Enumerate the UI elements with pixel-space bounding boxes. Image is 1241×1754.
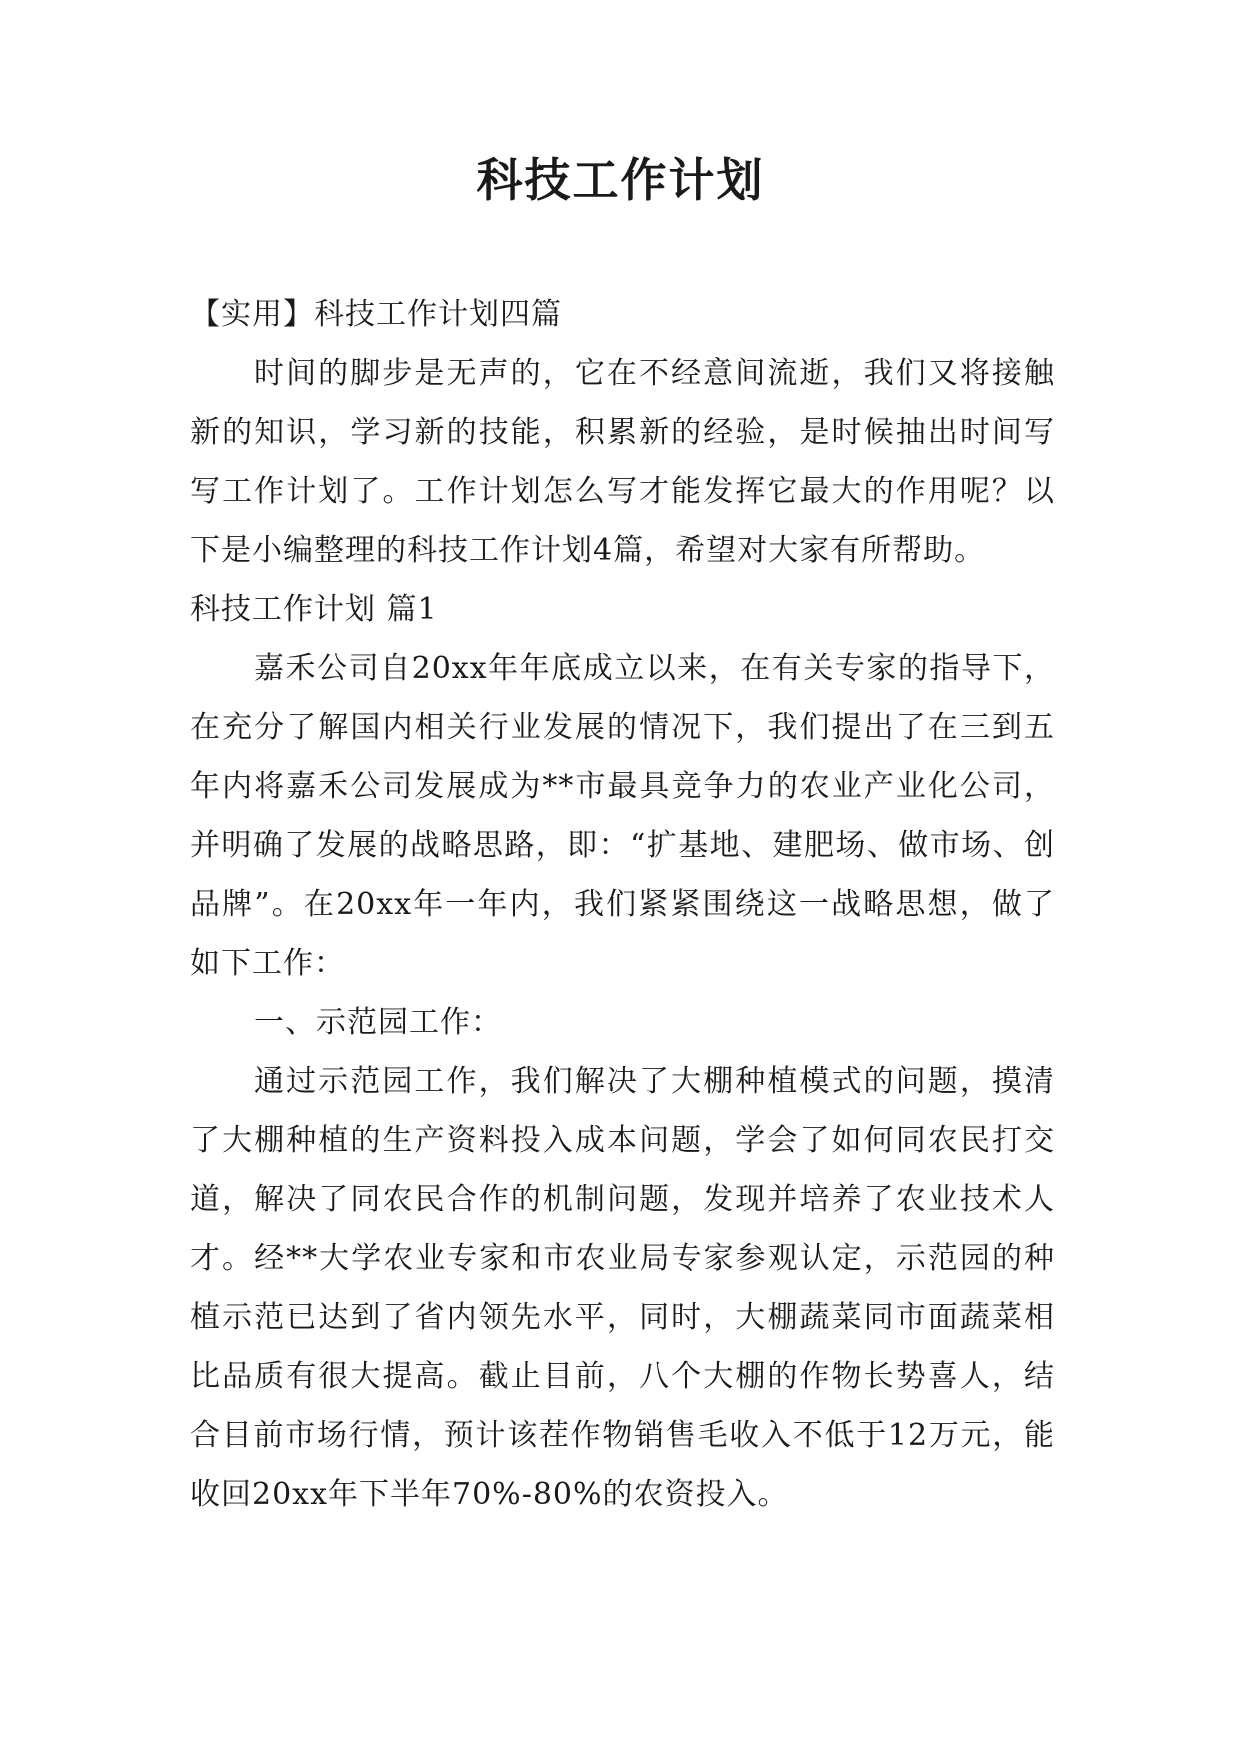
document-subtitle: 【实用】科技工作计划四篇 bbox=[190, 297, 562, 332]
document-title: 科技工作计划 bbox=[476, 153, 765, 207]
intro-paragraph: 时间的脚步是无声的，它在不经意间流逝，我们又将接触新的知识，学习新的技能，积累新的经验，是时候抽出时间写写工作计划了。工作计划怎么写才能发挥它最大的作用呢？以下是小编整理的科技工作计划4篇，希望对大家有所帮助。 bbox=[190, 356, 1055, 568]
sub-heading: 一、示范园工作： bbox=[254, 1005, 502, 1040]
section-heading: 科技工作计划 篇1 bbox=[190, 592, 438, 627]
body-paragraph: 嘉禾公司自20xx年年底成立以来，在有关专家的指导下，在充分了解国内相关行业发展的情况下，我们提出了在三到五年内将嘉禾公司发展成为**市最具竞争力的农业产业化公司，并明确了发展的战略思路，即：“扩基地、建肥场、做市场、创品牌”。在20xx年一年内，我们紧紧围绕这一战略思想，做了如下工作： bbox=[190, 651, 1055, 981]
document-body bbox=[190, 285, 1055, 1524]
body-paragraph: 通过示范园工作，我们解决了大棚种植模式的问题，摸清了大棚种植的生产资料投入成本问题，学会了如何同农民打交道，解决了同农民合作的机制问题，发现并培养了农业技术人才。经**大学农业专家和市农业局专家参观认定，示范园的种植示范已达到了省内领先水平，同时，大棚蔬菜同市面蔬菜相比品质有很大提高。截止目前，八个大棚的作物长势喜人，结合目前市场行情，预计该茬作物销售毛收入不低于12万元，能收回20xx年下半年70%-80%的农资投入。 bbox=[190, 1064, 1055, 1512]
